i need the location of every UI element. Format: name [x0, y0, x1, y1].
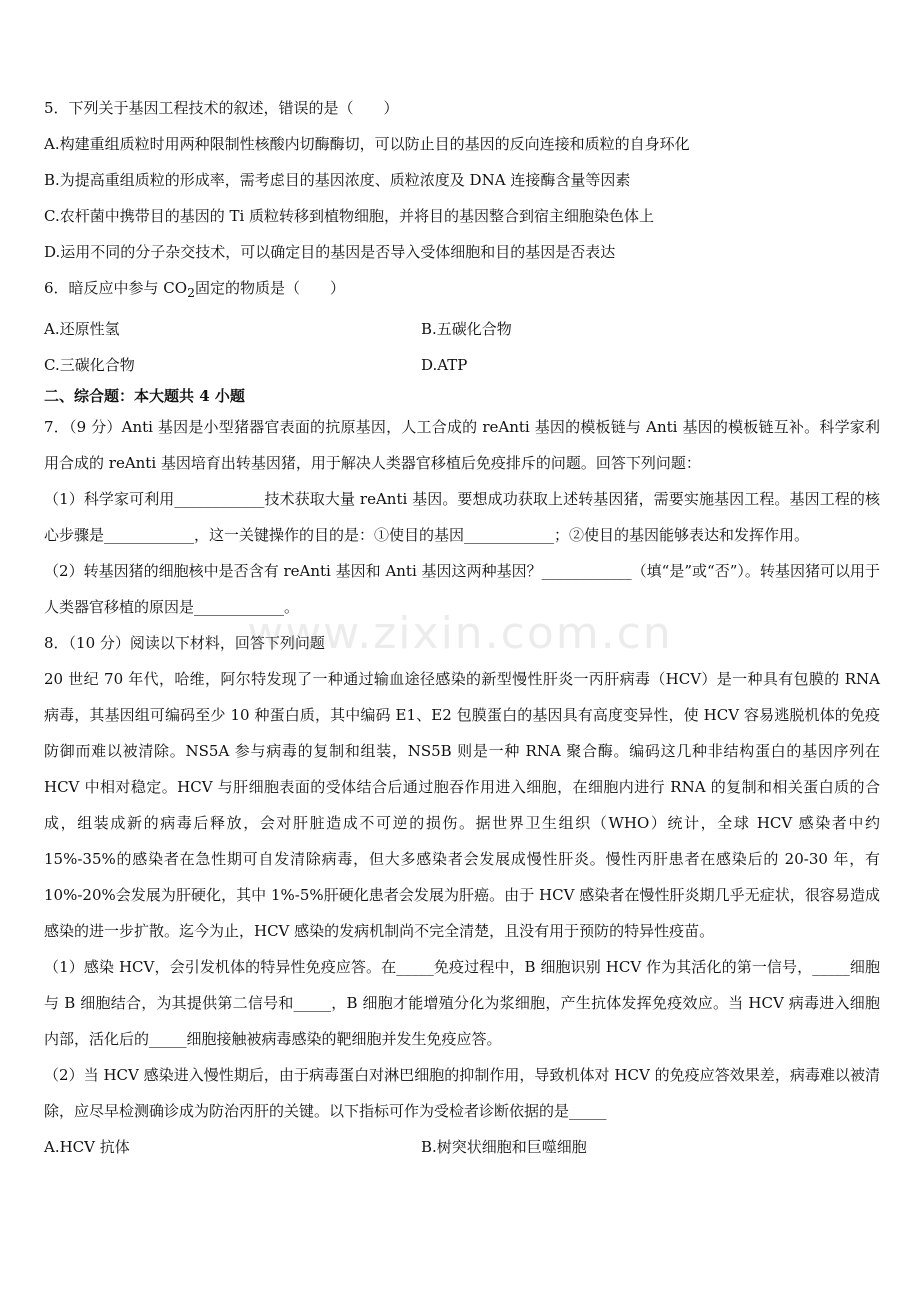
q6-stem-post: 固定的物质是（ ）: [195, 279, 346, 297]
q7-stem: 7．（9 分）Anti 基因是小型猪器官表面的抗原基因，人工合成的 reAnti 基因的模板链与 Anti 基因的模板链互补。科学家利用合成的 reAnti 基因培育出转基因猪，用于解决人类器官移植后免疫排斥的问题。回答下列问题：: [44, 418, 880, 472]
q5-stem: 5．下列关于基因工程技术的叙述，错误的是（ ）: [44, 99, 399, 117]
q8-material: 20 世纪 70 年代，哈维，阿尔特发现了一种通过输血途径感染的新型慢性肝炎一丙肝病毒（HCV）是一种具有包膜的 RNA 病毒，其基因组可编码至少 10 种蛋白质，其中编码 E1、E2 包膜蛋白的基因具有高度变异性，使 HCV 容易逃脱机体的免疫防御而难以被清除。NS5A 参与病毒的复制和组装，NS5B 则是一种 RNA 聚合酶。编码这几种非结构蛋白的基因序列在 HCV 中相对稳定。HCV 与肝细胞表面的受体结合后通过胞吞作用进入细胞，在细胞内进行 RNA 的复制和相关蛋白质的合成，组装成新的病毒后释放，会对肝脏造成不可逆的损伤。据世界卫生组织（WHO）统计，全球 HCV 感染者中约 15%-35%的感染者在急性期可自发清除病毒，但大多感染者会发展成慢性肝炎。慢性丙肝患者在感染后的 20-30 年，有 10%-20%会发展为肝硬化，其中 1%-5%肝硬化患者会发展为肝癌。由于 HCV 感染者在慢性肝炎期几乎无症状，很容易造成感染的进一步扩散。迄今为止，HCV 感染的发病机制尚不完全清楚，且没有用于预防的特异性疫苗。: [44, 670, 880, 940]
q7-part-2: （2）转基因猪的细胞核中是否含有 reAnti 基因和 Anti 基因这两种基因？____________（填“是”或“否”）。转基因猪可以用于人类器官移植的原因是____________。: [44, 562, 880, 616]
q8-stem: 8．（10 分）阅读以下材料，回答下列问题: [44, 634, 325, 652]
q6-options-row-1: [44, 311, 880, 347]
q8-part-1: （1）感染 HCV，会引发机体的特异性免疫应答。在_____免疫过程中，B 细胞识别 HCV 作为其活化的第一信号，_____细胞与 B 细胞结合，为其提供第二信号和_____，B 细胞才能增殖分化为浆细胞，产生抗体发挥免疫效应。当 HCV 病毒进入细胞内部，活化后的_____细胞接触被病毒感染的靶细胞并发生免疫应答。: [44, 958, 880, 1048]
q6-stem-sub: 2: [187, 285, 196, 300]
q5-option-d: D.运用不同的分子杂交技术，可以确定目的基因是否导入受体细胞和目的基因是否表达: [44, 243, 616, 261]
q6-option-d: D.ATP: [421, 356, 468, 374]
q5-option-c: C.农杆菌中携带目的基因的 Ti 质粒转移到植物细胞，并将目的基因整合到宿主细胞染色体上: [44, 207, 655, 225]
q8-option-b: B.树突状细胞和巨噬细胞: [421, 1138, 587, 1156]
q6-stem-pre: 6．暗反应中参与 CO: [44, 279, 188, 297]
exam-page: [44, 90, 880, 1165]
q8-part-2: （2）当 HCV 感染进入慢性期后，由于病毒蛋白对淋巴细胞的抑制作用，导致机体对 HCV 的免疫应答效果差，病毒难以被清除，应尽早检测确诊成为防治丙肝的关键。以下指标可作为受检者诊断依据的是_____: [44, 1066, 880, 1120]
q6-option-a: A.还原性氢: [44, 320, 120, 338]
watermark: www.zixin.com.cn: [247, 608, 673, 659]
q6-options-row-2: [44, 347, 880, 383]
q7-part-1: （1）科学家可利用____________技术获取大量 reAnti 基因。要想成功获取上述转基因猪，需要实施基因工程。基因工程的核心步骤是____________，这一关键操作的目的是：①使目的基因____________；②使目的基因能够表达和发挥作用。: [44, 490, 880, 544]
q6-stem: [44, 270, 880, 311]
q5-option-b: B.为提高重组质粒的形成率，需考虑目的基因浓度、质粒浓度及 DNA 连接酶含量等因素: [44, 171, 631, 189]
q6-option-c: C.三碳化合物: [44, 356, 135, 374]
q8-option-a: A.HCV 抗体: [44, 1138, 130, 1156]
q6-option-b: B.五碳化合物: [421, 320, 512, 338]
q5-option-a: A.构建重组质粒时用两种限制性核酸内切酶酶切，可以防止目的基因的反向连接和质粒的自身环化: [44, 135, 690, 153]
section-heading: 二、综合题：本大题共 4 小题: [44, 387, 245, 405]
q8-options-row: [44, 1129, 880, 1165]
